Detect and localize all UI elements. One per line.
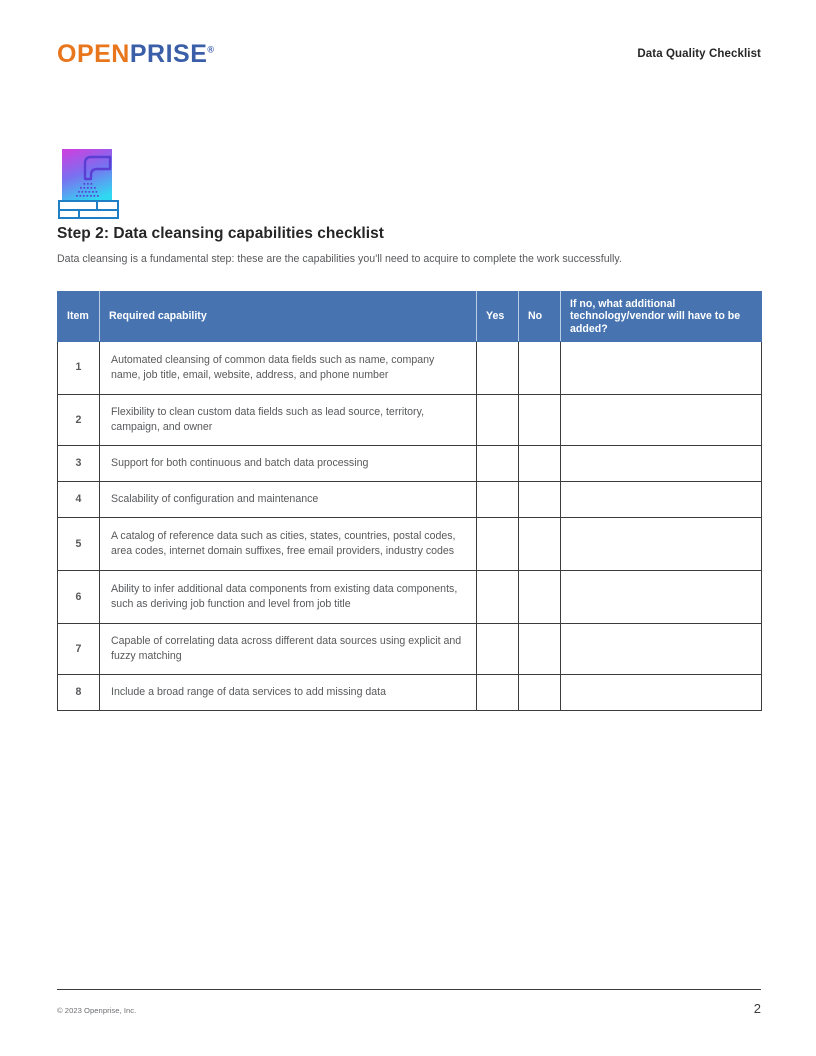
- table-row: [58, 482, 762, 518]
- logo-text-open: OPEN: [57, 40, 130, 68]
- row-capability-text: Scalability of configuration and maintenance: [100, 482, 477, 518]
- table-row: [58, 624, 762, 675]
- row-item-number: 6: [58, 571, 100, 624]
- row-note-cell[interactable]: [561, 342, 762, 395]
- footer-divider: [57, 989, 761, 990]
- capabilities-checklist-table: [57, 291, 762, 711]
- column-header-item: Item: [58, 292, 100, 342]
- row-no-checkbox-cell[interactable]: [519, 342, 561, 395]
- row-capability-text: Include a broad range of data services to add missing data: [100, 675, 477, 711]
- row-capability-text: Support for both continuous and batch data processing: [100, 446, 477, 482]
- table-row: [58, 446, 762, 482]
- row-yes-checkbox-cell[interactable]: [477, 675, 519, 711]
- shower-cleansing-icon: [58, 147, 120, 219]
- page-header: [57, 40, 761, 80]
- row-no-checkbox-cell[interactable]: [519, 675, 561, 711]
- row-capability-text: Capable of correlating data across different data sources using explicit and fuzzy matching: [100, 624, 477, 675]
- row-yes-checkbox-cell[interactable]: [477, 518, 519, 571]
- page-number: 2: [753, 1001, 761, 1016]
- registered-trademark-icon: ®: [207, 44, 215, 55]
- row-no-checkbox-cell[interactable]: [519, 571, 561, 624]
- row-item-number: 5: [58, 518, 100, 571]
- section-title: Step 2: Data cleansing capabilities checklist: [57, 225, 385, 242]
- row-yes-checkbox-cell[interactable]: [477, 342, 519, 395]
- row-no-checkbox-cell[interactable]: [519, 446, 561, 482]
- table-header: [58, 292, 762, 342]
- page-footer: [57, 1001, 761, 1016]
- section-intro-text: Data cleansing is a fundamental step: these are the capabilities you'll need to acquire to complete the work successfully.: [57, 253, 622, 265]
- row-yes-checkbox-cell[interactable]: [477, 446, 519, 482]
- row-note-cell[interactable]: [561, 395, 762, 446]
- row-item-number: 8: [58, 675, 100, 711]
- row-note-cell[interactable]: [561, 624, 762, 675]
- column-header-no: No: [519, 292, 561, 342]
- row-note-cell[interactable]: [561, 571, 762, 624]
- table-header-row: [58, 292, 762, 342]
- table-row: [58, 395, 762, 446]
- table-row: [58, 571, 762, 624]
- row-capability-text: A catalog of reference data such as cities, states, countries, postal codes, area codes, internet domain suffixes, free email providers, industry codes: [100, 518, 477, 571]
- logo-text-prise: PRISE: [129, 40, 208, 68]
- table-row: [58, 342, 762, 395]
- row-yes-checkbox-cell[interactable]: [477, 571, 519, 624]
- row-item-number: 7: [58, 624, 100, 675]
- row-yes-checkbox-cell[interactable]: [477, 482, 519, 518]
- row-item-number: 4: [58, 482, 100, 518]
- row-item-number: 1: [58, 342, 100, 395]
- document-title: Data Quality Checklist: [637, 48, 761, 60]
- column-header-required-capability: Required capability: [100, 292, 477, 342]
- column-header-additional-technology: If no, what additional technology/vendor will have to be added?: [561, 292, 762, 342]
- row-item-number: 3: [58, 446, 100, 482]
- row-no-checkbox-cell[interactable]: [519, 518, 561, 571]
- table-row: [58, 675, 762, 711]
- row-note-cell[interactable]: [561, 518, 762, 571]
- row-yes-checkbox-cell[interactable]: [477, 624, 519, 675]
- row-note-cell[interactable]: [561, 675, 762, 711]
- row-capability-text: Flexibility to clean custom data fields such as lead source, territory, campaign, and owner: [100, 395, 477, 446]
- row-no-checkbox-cell[interactable]: [519, 395, 561, 446]
- row-item-number: 2: [58, 395, 100, 446]
- table-body: [58, 342, 762, 711]
- row-no-checkbox-cell[interactable]: [519, 482, 561, 518]
- row-note-cell[interactable]: [561, 482, 762, 518]
- column-header-yes: Yes: [477, 292, 519, 342]
- row-yes-checkbox-cell[interactable]: [477, 395, 519, 446]
- row-note-cell[interactable]: [561, 446, 762, 482]
- copyright-text: © 2023 Openprise, Inc.: [57, 1006, 137, 1015]
- row-capability-text: Automated cleansing of common data fields such as name, company name, job title, email, website, address, and phone number: [100, 342, 477, 395]
- row-no-checkbox-cell[interactable]: [519, 624, 561, 675]
- table-row: [58, 518, 762, 571]
- openprise-logo: [57, 42, 215, 67]
- row-capability-text: Ability to infer additional data components from existing data components, such as deriving job function and level from job title: [100, 571, 477, 624]
